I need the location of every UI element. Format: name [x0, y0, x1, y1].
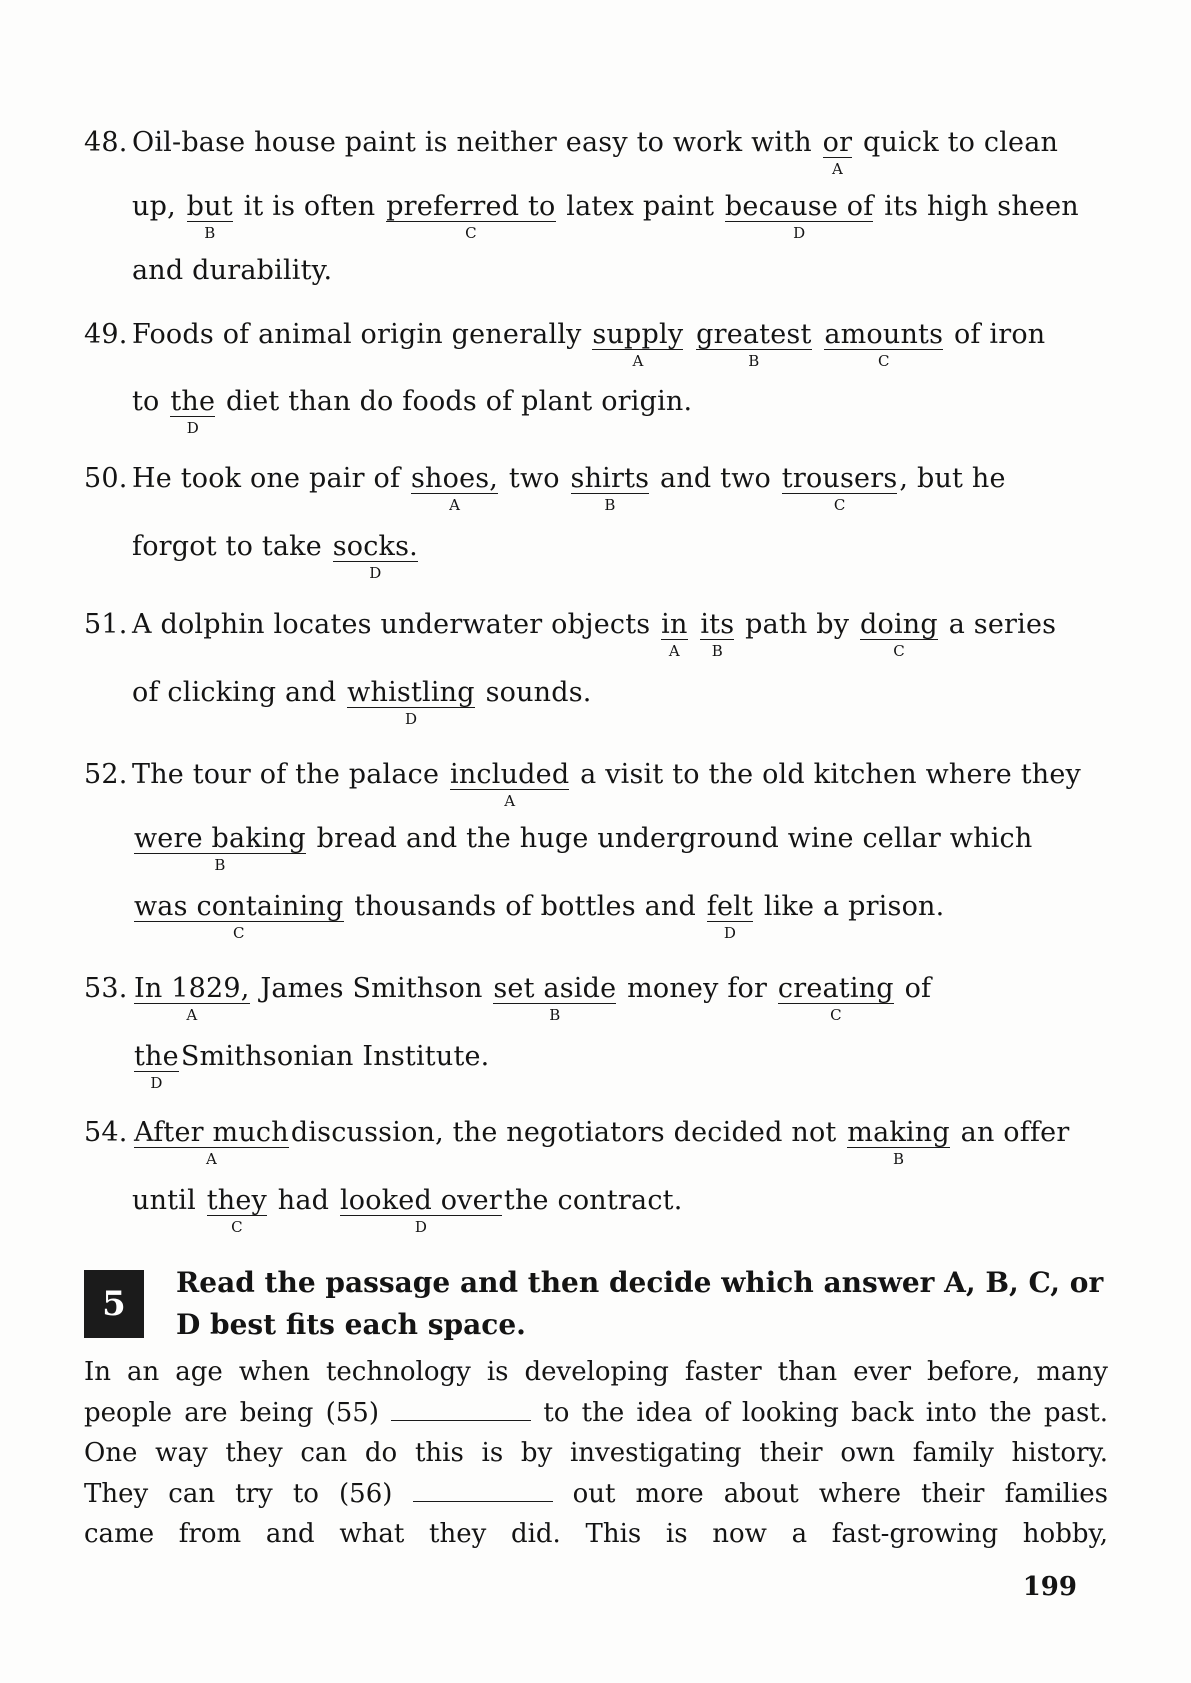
passage-line: In an age when technology is developing faster than ever before, many: [84, 1357, 1108, 1387]
underlined-option-a: in A: [661, 609, 688, 660]
option-letter: B: [604, 496, 616, 514]
question-line: [132, 890, 945, 942]
question-line: [132, 530, 420, 582]
question-text: Smithsonian Institute.: [180, 1041, 490, 1072]
question-text: up,: [132, 191, 176, 222]
underlined-option-a: supply A: [592, 319, 684, 370]
question-text: an offer: [960, 1117, 1070, 1148]
question-line: [84, 1116, 1070, 1168]
question-line: [84, 972, 932, 1024]
question-text: and durability.: [132, 255, 333, 286]
question-text: thousands of bottles and: [354, 891, 696, 922]
question-text: of iron: [953, 319, 1046, 350]
passage-line: One way they can do this is by investigating their own family history.: [84, 1438, 1108, 1468]
option-letter: C: [830, 1006, 842, 1024]
underlined-option-d: the D: [170, 386, 216, 437]
option-letter: D: [414, 1218, 427, 1236]
underlined-option-a: After much A: [134, 1117, 289, 1168]
underlined-option-c: doing C: [860, 609, 938, 660]
passage-line: people are being (55) to the idea of looking back into the past.: [84, 1397, 1109, 1428]
underlined-option-b: were baking B: [134, 823, 306, 874]
question-text: like a prison.: [763, 891, 945, 922]
option-letter: B: [748, 352, 760, 370]
underlined-option-d: because of D: [724, 191, 874, 242]
question-text: James Smithson: [260, 973, 483, 1004]
option-letter: C: [465, 224, 477, 242]
section-instructions: Read the passage and then decide which answer A, B, C, or D best fits each space.: [176, 1266, 1104, 1341]
question-line: [84, 126, 1059, 178]
question-line: [84, 608, 1057, 660]
question-text: Oil-base house paint is neither easy to work with: [132, 127, 812, 158]
question-text: the contract.: [503, 1185, 683, 1216]
section-heading: [84, 1262, 1114, 1342]
underlined-option-c: they C: [206, 1185, 267, 1236]
underlined-option-a: or A: [822, 127, 853, 178]
option-letter: D: [793, 224, 806, 242]
option-letter: B: [893, 1150, 905, 1168]
question-number: 52.: [84, 759, 128, 790]
option-letter: A: [668, 642, 680, 660]
underlined-option-a: included A: [450, 759, 570, 810]
question-text: two: [508, 463, 560, 494]
underlined-option-d: whistling D: [347, 677, 475, 728]
underlined-option-b: shirts B: [570, 463, 650, 514]
question-text: of: [904, 973, 932, 1004]
option-letter: C: [893, 642, 905, 660]
question-line: [84, 462, 1006, 514]
option-letter: C: [877, 352, 890, 370]
question-text: bread and the huge underground wine cellar which: [316, 823, 1033, 854]
question-text: forgot to take: [132, 531, 322, 562]
question-text: of clicking and: [132, 677, 337, 708]
underlined-option-c: was containing C: [134, 891, 344, 942]
question-line: [132, 1184, 683, 1236]
question-text: money for: [627, 973, 768, 1004]
option-letter: B: [549, 1006, 561, 1024]
underlined-option-b: but B: [186, 191, 233, 242]
question-text: path by: [745, 609, 850, 640]
question-text: quick to clean: [863, 127, 1059, 158]
underlined-option-c: amounts C: [824, 319, 944, 370]
question-number: 48.: [84, 127, 128, 158]
option-letter: D: [186, 419, 199, 437]
question-text: a visit to the old kitchen where they: [580, 759, 1081, 790]
underlined-option-b: set aside B: [493, 973, 617, 1024]
passage-line: They can try to (56) out more about where their families: [84, 1478, 1109, 1509]
option-letter: D: [369, 564, 382, 582]
question-text: to: [132, 386, 160, 417]
page-number: 199: [1022, 1572, 1077, 1602]
question-line: [132, 190, 1079, 242]
underlined-option-c: preferred to C: [386, 191, 556, 242]
underlined-option-b: making B: [847, 1117, 950, 1168]
question-number: 50.: [84, 463, 128, 494]
option-letter: A: [449, 496, 460, 514]
option-letter: C: [231, 1218, 243, 1236]
question-line: [132, 385, 693, 437]
option-letter: A: [206, 1150, 217, 1168]
question-text: until: [132, 1185, 196, 1216]
option-letter: D: [723, 924, 736, 942]
underlined-option-b: its B: [700, 609, 735, 660]
question-text: a series: [948, 609, 1057, 640]
underlined-option-d: felt D: [706, 891, 754, 942]
question-number: 49.: [84, 319, 128, 350]
question-text: sounds.: [485, 677, 592, 708]
option-letter: A: [504, 792, 516, 810]
question-line: [132, 254, 332, 288]
question-text: Foods of animal origin generally: [132, 319, 582, 350]
answer-blank-55[interactable]: [391, 1398, 531, 1421]
option-letter: D: [150, 1074, 163, 1092]
question-line: [84, 758, 1081, 810]
option-letter: A: [632, 352, 644, 370]
underlined-option-d: the D: [134, 1041, 179, 1092]
question-text: its high sheen: [884, 191, 1079, 222]
option-letter: A: [186, 1006, 198, 1024]
option-letter: A: [832, 160, 843, 178]
question-number: 51.: [84, 609, 128, 640]
option-letter: C: [833, 496, 846, 514]
answer-blank-56[interactable]: [413, 1479, 553, 1502]
question-line: [132, 676, 592, 728]
question-text: had: [277, 1185, 330, 1216]
underlined-option-c: trousers C: [781, 463, 898, 514]
underlined-option-d: looked over D: [339, 1185, 502, 1236]
question-number: 54.: [84, 1117, 128, 1148]
question-text: and two: [660, 463, 771, 494]
option-letter: D: [404, 710, 417, 728]
question-text: discussion, the negotiators decided not: [290, 1117, 837, 1148]
option-letter: C: [233, 924, 245, 942]
question-line: [132, 1040, 490, 1092]
option-letter: B: [214, 856, 226, 874]
question-text: , but he: [899, 463, 1006, 494]
section-number-box: 5: [84, 1270, 144, 1338]
question-line: [132, 822, 1033, 874]
passage-line: came from and what they did. This is now a fast-growing hobby,: [84, 1519, 1108, 1549]
underlined-option-b: greatest B: [696, 319, 812, 370]
question-number: 53.: [84, 973, 128, 1004]
question-text: A dolphin locates underwater objects: [132, 609, 651, 640]
option-letter: B: [711, 642, 723, 660]
reading-passage: [84, 1352, 1108, 1555]
question-line: [84, 318, 1046, 370]
underlined-option-c: creating C: [777, 973, 894, 1024]
question-text: He took one pair of: [132, 463, 401, 494]
underlined-option-a: In 1829, A: [134, 973, 250, 1024]
question-text: diet than do foods of plant origin.: [225, 386, 693, 417]
underlined-option-a: shoes, A: [410, 463, 499, 514]
option-letter: B: [204, 224, 216, 242]
question-text: latex paint: [566, 191, 715, 222]
question-text: it is often: [243, 191, 376, 222]
question-text: The tour of the palace: [132, 759, 440, 790]
underlined-option-d: socks. D: [332, 531, 418, 582]
